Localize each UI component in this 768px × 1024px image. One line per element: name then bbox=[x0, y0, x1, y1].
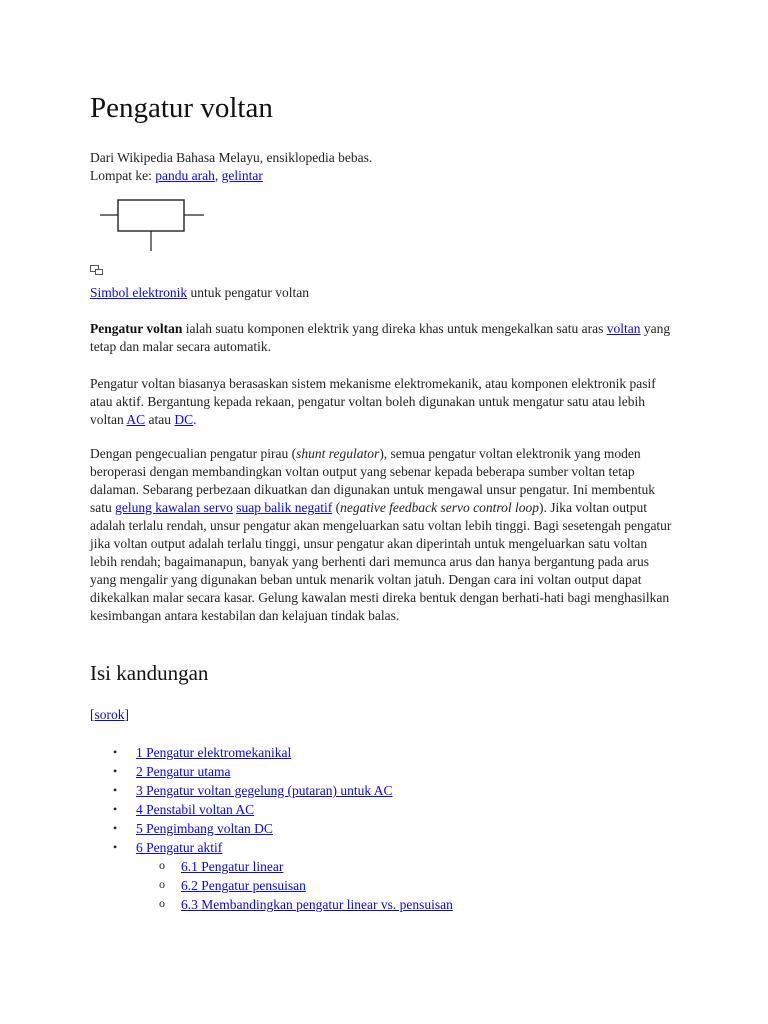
toc-toggle bbox=[90, 707, 129, 723]
p3-text-1: Dengan pengecualian pengatur pirau ( bbox=[90, 446, 297, 461]
toc-link[interactable]: 4 Penstabil voltan AC bbox=[136, 802, 255, 817]
toc-link[interactable]: 6.3 Membandingkan pengatur linear vs. pensuisan bbox=[181, 897, 453, 912]
link-dc[interactable]: DC bbox=[174, 412, 194, 427]
sub-bullet-marker: o bbox=[159, 877, 165, 891]
jump-to-line bbox=[90, 167, 372, 185]
p3-text-4: ). Jika voltan output adalah terlalu rendah, unsur pengatur akan mengeluarkan satu voltan lebih tinggi. Bagi sesetengah pengatur jika voltan output adalah terlalu tinggi, unsur pengatur akan diperintah untuk mengeluarkan satu voltan lebih rendah; bagaimanapun, banyak yang berhenti dari memunca arus dan hanya bergantung pada arus yang mengalir yang digunakan beban untuk menarik voltan jatuh. Dengan cara ini voltan output dapat dikekalkan malar secara kasar. Gelung kawalan mesti direka bentuk dengan berhati-hati bagi menghasilkan kesimbangan antara kestabilan dan kelajuan tindak balas. bbox=[90, 500, 672, 623]
p2-end: . bbox=[193, 412, 197, 427]
source-line: Dari Wikipedia Bahasa Melayu, ensiklopedia bebas. bbox=[90, 150, 373, 165]
p2-mid: atau bbox=[145, 412, 175, 427]
jump-prefix: Lompat ke: bbox=[90, 168, 156, 183]
jump-separator: , bbox=[214, 168, 222, 183]
symbol-body bbox=[118, 200, 184, 231]
toc-hide-link[interactable]: sorok bbox=[94, 707, 125, 722]
subtitle-block bbox=[90, 149, 372, 185]
voltage-regulator-symbol[interactable] bbox=[98, 194, 208, 254]
p1-text: ialah suatu komponen elektrik yang direka khas untuk mengekalkan satu aras bbox=[182, 321, 607, 336]
caption-link-simbol-elektronik[interactable]: Simbol elektronik bbox=[90, 285, 188, 300]
link-suap-balik-negatif[interactable]: suap balik negatif bbox=[236, 500, 333, 515]
toc-item bbox=[90, 819, 453, 838]
jump-navigation-link[interactable]: pandu arah bbox=[155, 168, 215, 183]
bullet-marker: • bbox=[113, 840, 118, 854]
toc-item bbox=[90, 876, 453, 895]
bullet-marker: • bbox=[113, 764, 118, 778]
toc-item bbox=[90, 857, 453, 876]
link-ac[interactable]: AC bbox=[126, 412, 146, 427]
toc-link[interactable]: 6.2 Pengatur pensuisan bbox=[181, 878, 306, 893]
p1-text-end: yang tetap dan malar secara automatik. bbox=[90, 321, 671, 354]
sub-bullet-marker: o bbox=[159, 896, 165, 910]
page-title: Pengatur voltan bbox=[90, 92, 273, 124]
toc-item bbox=[90, 895, 453, 914]
toc-list bbox=[90, 743, 453, 914]
toc-item bbox=[90, 781, 453, 800]
toc-link[interactable]: 6.1 Pengatur linear bbox=[181, 859, 284, 874]
p2-text: Pengatur voltan biasanya berasaskan sistem mekanisme elektromekanik, atau komponen elektronik pasif atau aktif. Bergantung kepada rekaan, pengatur voltan boleh digunakan untuk mengatur satu atau lebih voltan bbox=[90, 376, 656, 427]
toc-link[interactable]: 1 Pengatur elektromekanikal bbox=[136, 745, 292, 760]
toc-link[interactable]: 3 Pengatur voltan gegelung (putaran) untuk AC bbox=[136, 783, 393, 798]
p3-italic-feedback: negative feedback servo control loop bbox=[340, 500, 540, 515]
enlarge-icon[interactable] bbox=[90, 265, 104, 275]
toc-item bbox=[90, 762, 453, 781]
toc-item bbox=[90, 800, 453, 819]
sub-bullet-marker: o bbox=[159, 858, 165, 872]
toc-bracket-close: ] bbox=[124, 707, 129, 722]
link-voltan[interactable]: voltan bbox=[606, 321, 641, 336]
bullet-marker: • bbox=[113, 802, 118, 816]
caption-text: untuk pengatur voltan bbox=[187, 285, 309, 300]
bullet-marker: • bbox=[113, 783, 118, 797]
toc-link[interactable]: 2 Pengatur utama bbox=[136, 764, 231, 779]
lead-term: Pengatur voltan bbox=[90, 321, 183, 336]
toc-link[interactable]: 5 Pengimbang voltan DC bbox=[136, 821, 273, 836]
paragraph-2 bbox=[90, 375, 675, 429]
p3-text-3: ( bbox=[332, 500, 341, 515]
paragraph-3 bbox=[90, 445, 675, 625]
toc-item bbox=[90, 743, 453, 762]
figure-caption bbox=[90, 285, 309, 301]
toc-heading: Isi kandungan bbox=[90, 661, 209, 685]
jump-search-link[interactable]: gelintar bbox=[221, 168, 263, 183]
p3-text-2: ), semua pengatur voltan elektronik yang moden beroperasi dengan membandingkan voltan output yang sebenar kepada beberapa sumber voltan tetap dalaman. Sebarang perbezaan dikuatkan dan digunakan untuk mengawal unsur pengatur. Ini membentuk satu bbox=[90, 446, 655, 515]
p3-italic-shunt: shunt regulator bbox=[296, 446, 380, 461]
toc-bracket-open: [ bbox=[90, 707, 95, 722]
bullet-marker: • bbox=[113, 745, 118, 759]
bullet-marker: • bbox=[113, 821, 118, 835]
toc-link[interactable]: 6 Pengatur aktif bbox=[136, 840, 223, 855]
toc-item bbox=[90, 838, 453, 857]
link-gelung-kawalan-servo[interactable]: gelung kawalan servo bbox=[115, 500, 233, 515]
paragraph-1 bbox=[90, 320, 675, 356]
